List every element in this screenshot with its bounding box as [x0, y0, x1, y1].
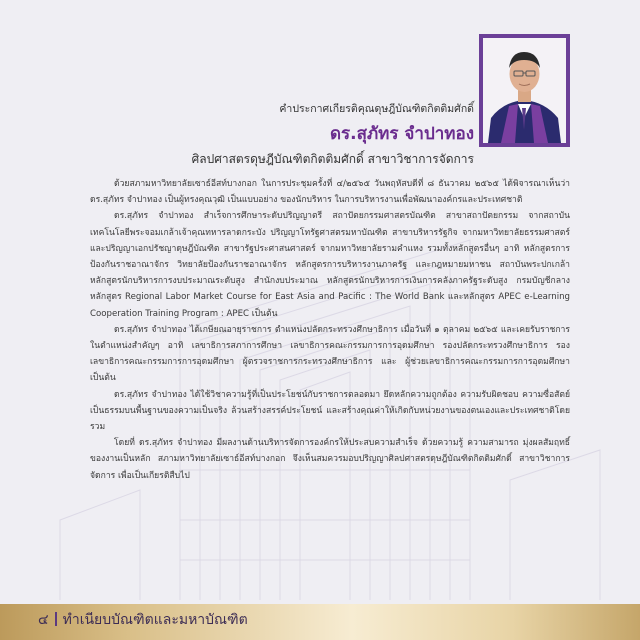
portrait-photo [479, 34, 570, 147]
paragraph: ดร.สุภัทร จำปาทอง สำเร็จการศึกษาระดับปริญญาตรี สถาปัตยกรรมศาสตรบัณฑิต สาขาสถาปัตยกรรม จากสถาบันเทคโนโลยีพระจอมเกล้าเจ้าคุณทหารลาดกระบัง ปริญญาโทรัฐศาสตรมหาบัณฑิต สาขาบริหารรัฐกิจ จากมหาวิทยาลัยธรรมศาสตร์ และปริญญาเอกปรัชญาดุษฎีบัณฑิต สาขารัฐประศาสนศาสตร์ จากมหาวิทยาลัยรามคำแหง รวมทั้งหลักสูตรอื่นๆ อาทิ หลักสูตรการป้องกันราชอาณาจักร วิทยาลัยป้องกันราชอาณาจักร หลักสูตรการบริหารงานภาครัฐ และกฎหมายมหาชน สถาบันพระปกเกล้า หลักสูตรนักบริหารการงบประมาณระดับสูง สำนักงบประมาณ หลักสูตรนักบริหารการเงินการคลังภาครัฐระดับสูง กรมบัญชีกลาง หลักสูตร Regional Labor Market Course for East Asia and Pacific : The World Bank และหลักสูตร APEC e-Learning Cooperation Training Program : APEC เป็นต้น [90, 211, 570, 319]
footer-divider [55, 612, 57, 626]
degree-title: ศิลปศาสตรดุษฎีบัณฑิตกิตติมศักดิ์ สาขาวิชาการจัดการ [191, 152, 474, 166]
paragraph: โดยที่ ดร.สุภัทร จำปาทอง มีผลงานด้านบริหารจัดการองค์กรให้ประสบความสำเร็จ ด้วยความรู้ ความสามารถ มุ่งผลสัมฤทธิ์ของงานเป็นหลัก สภามหาวิทยาลัยเซาธ์อีสท์บางกอก จึงเห็นสมควรมอบปริญญาศิลปศาสตรดุษฎีบัณฑิตกิตติมศักดิ์ สาขาวิชาการจัดการ เพื่อเป็นเกียรติสืบไป [90, 438, 570, 481]
footer-label [38, 609, 248, 631]
person-portrait-icon [483, 38, 566, 143]
page-number: ๔ [38, 612, 49, 628]
paragraph: ดร.สุภัทร จำปาทอง ได้เกษียณอายุราชการ ตำแหน่งปลัดกระทรวงศึกษาธิการ เมื่อวันที่ ๑ ตุลาคม ๒๕๖๕ และเคยรับราชการในตำแหน่งสำคัญๆ อาทิ เลขาธิการสภาการศึกษา เลขาธิการคณะกรรมการการอุดมศึกษา รองปลัดกระทรวงศึกษาธิการ รองเลขาธิการคณะกรรมการการอุดมศึกษา ผู้ตรวจราชการกระทรวงศึกษาธิการ และ ผู้ช่วยเลขาธิการคณะกรรมการการอุดมศึกษา เป็นต้น [90, 324, 570, 384]
paragraph: ดร.สุภัทร จำปาทอง ได้ใช้วิชาความรู้ที่เป็นประโยชน์กับราชการตลอดมา ยึดหลักความถูกต้อง ความรับผิดชอบ ความซื่อสัตย์ เป็นธรรมบนพื้นฐานของความเป็นจริง ล้วนสร้างสรรค์ประโยชน์ และสร้างคุณค่าให้เกิดกับหน่วยงานของตนเองและประเทศชาติโดยรวม [90, 389, 570, 433]
honor-title: คำประกาศเกียรติคุณดุษฎีบัณฑิตกิตติมศักดิ์ [279, 103, 474, 115]
person-name: ดร.สุภัทร จำปาทอง [329, 124, 474, 144]
book-title: ทำเนียบบัณฑิตและมหาบัณฑิต [62, 612, 248, 628]
paragraph: ด้วยสภามหาวิทยาลัยเซาธ์อีสท์บางกอก ในการประชุมครั้งที่ ๔/๒๕๖๕ วันพฤหัสบดีที่ ๘ ธันวาคม ๒๕๖๕ ได้พิจารณาเห็นว่า ดร.สุภัทร จำปาทอง เป็นผู้ทรงคุณวุฒิ เป็นแบบอย่าง ของนักบริหาร ในการบริหารงานเพื่อพัฒนาองค์กรและประเทศชาติ [90, 179, 570, 206]
citation-body [90, 176, 570, 484]
title-block [192, 100, 474, 169]
